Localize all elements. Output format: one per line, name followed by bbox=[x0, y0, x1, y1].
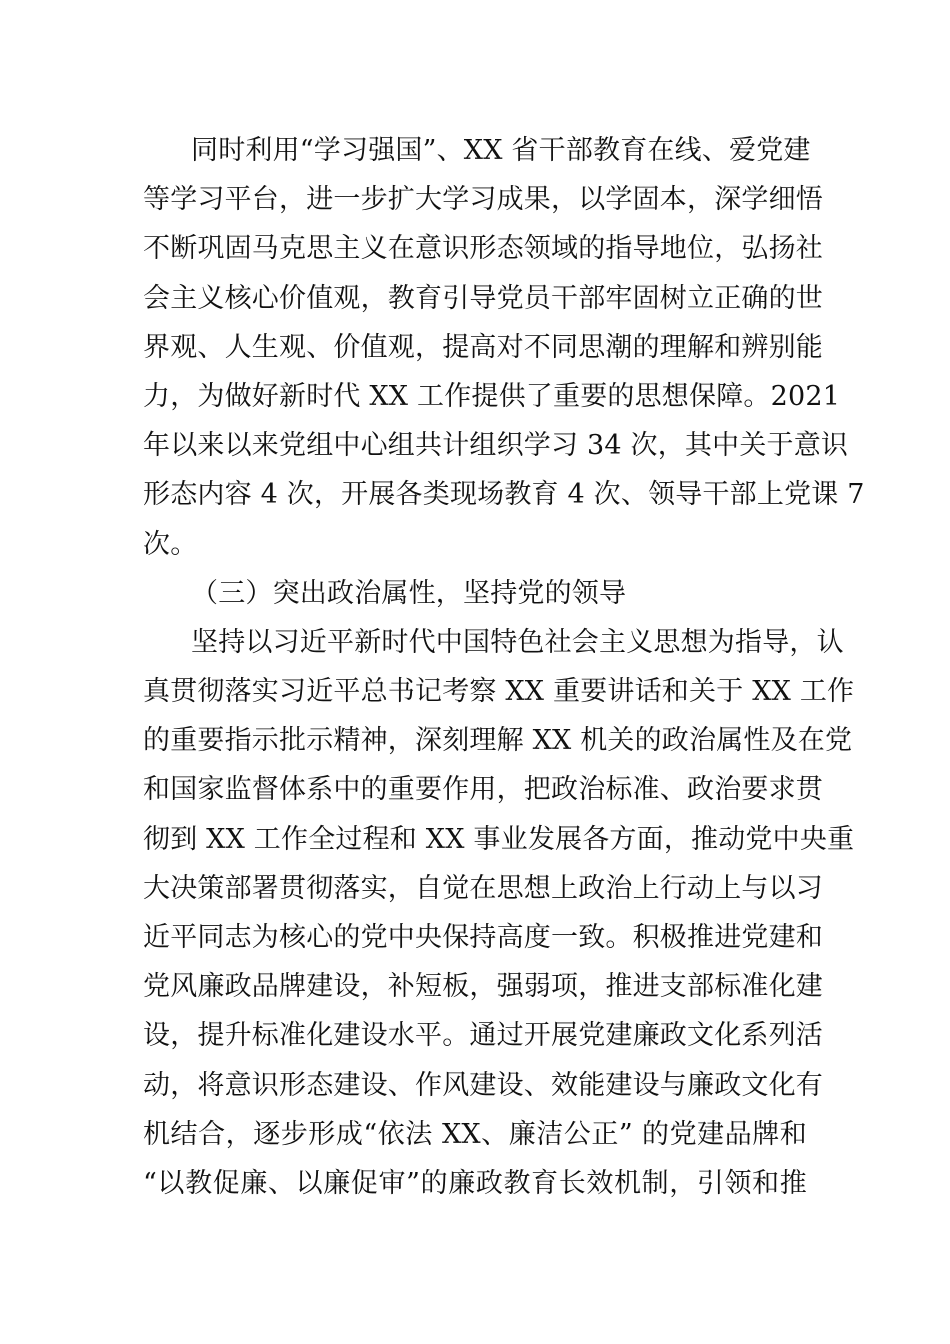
paragraph-line: 大决策部署贯彻落实，自觉在思想上政治上行动上与以习 bbox=[143, 872, 823, 904]
paragraph-line: 机结合，逐步形成“依法 XX、廉洁公正” 的党建品牌和 bbox=[143, 1118, 807, 1150]
paragraph-line: 不断巩固马克思主义在意识形态领域的指导地位，弘扬社 bbox=[143, 233, 823, 265]
section-heading: （三）突出政治属性，坚持党的领导 bbox=[191, 577, 627, 609]
paragraph-line: 动，将意识形态建设、作风建设、效能建设与廉政文化有 bbox=[143, 1069, 823, 1101]
paragraph-line: 设，提升标准化建设水平。通过开展党建廉政文化系列活 bbox=[143, 1020, 823, 1052]
paragraph-line: 和国家监督体系中的重要作用，把政治标准、政治要求贯 bbox=[143, 774, 823, 806]
paragraph-line: 形态内容 4 次，开展各类现场教育 4 次、领导干部上党课 7 bbox=[143, 479, 865, 511]
paragraph-line: 近平同志为核心的党中央保持高度一致。积极推进党建和 bbox=[143, 922, 823, 953]
paragraph-line: 彻到 XX 工作全过程和 XX 事业发展各方面，推动党中央重 bbox=[143, 823, 855, 855]
paragraph-line: 党风廉政品牌建设，补短板，强弱项，推进支部标准化建 bbox=[143, 971, 823, 1003]
document-body bbox=[143, 126, 865, 1208]
paragraph-line: 等学习平台，进一步扩大学习成果，以学固本，深学细悟 bbox=[143, 184, 823, 216]
paragraph-line: 会主义核心价值观，教育引导党员干部牢固树立正确的世 bbox=[143, 282, 823, 314]
paragraph-line: 的重要指示批示精神，深刻理解 XX 机关的政治属性及在党 bbox=[143, 725, 853, 757]
paragraph-line: “以教促廉、以廉促审”的廉政教育长效机制，引领和推 bbox=[143, 1167, 807, 1199]
paragraph-line: 力，为做好新时代 XX 工作提供了重要的思想保障。2021 bbox=[143, 380, 841, 412]
paragraph-line: 界观、人生观、价值观，提高对不同思潮的理解和辨别能 bbox=[143, 331, 823, 363]
paragraph-line: 次。 bbox=[143, 528, 198, 560]
paragraph-line: 真贯彻落实习近平总书记考察 XX 重要讲话和关于 XX 工作 bbox=[143, 676, 855, 708]
paragraph-line: 同时利用“学习强国”、XX 省干部教育在线、爱党建 bbox=[191, 135, 811, 166]
paragraph-line: 坚持以习近平新时代中国特色社会主义思想为指导，认 bbox=[191, 626, 844, 658]
paragraph-line: 年以来以来党组中心组共计组织学习 34 次，其中关于意识 bbox=[143, 430, 849, 462]
